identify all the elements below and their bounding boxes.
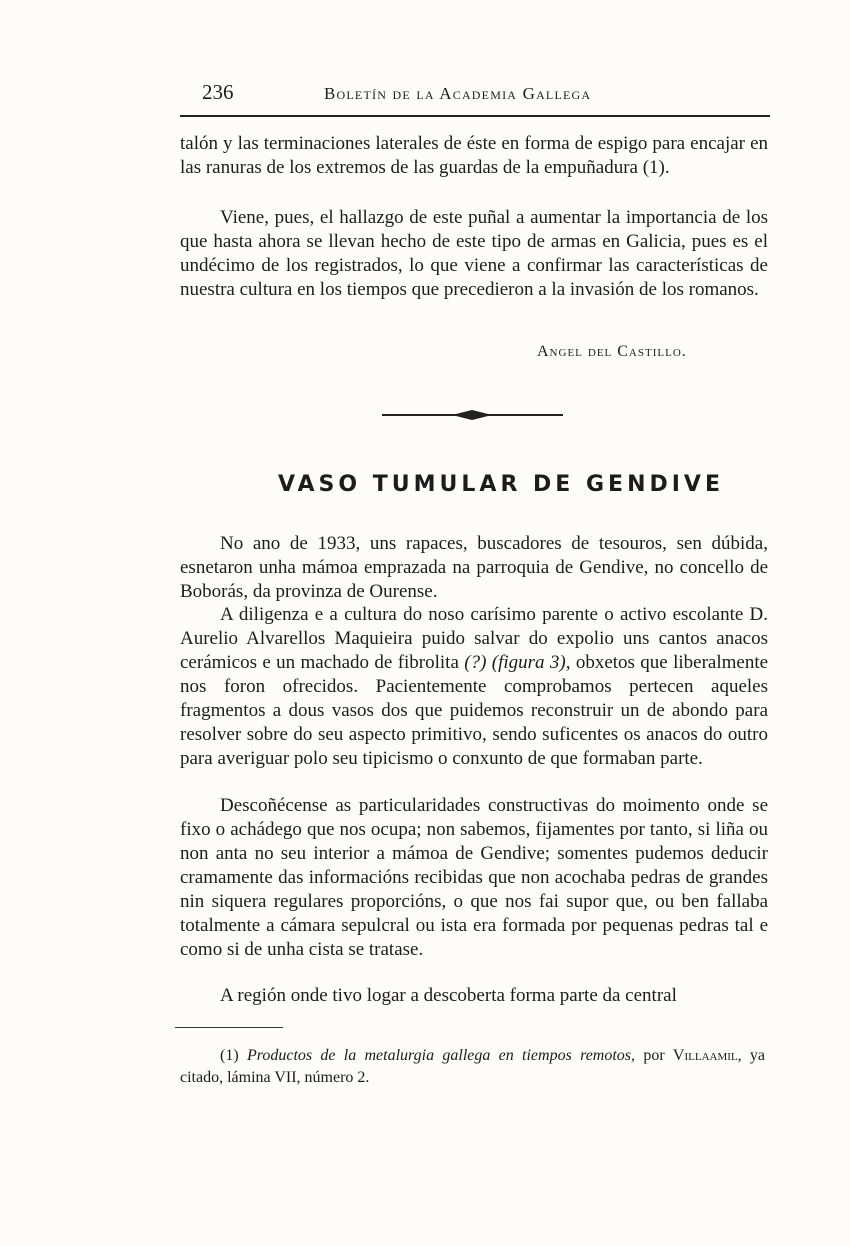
new-article-paragraph-1: No ano de 1933, uns rapaces, buscadores de tesouros, sen dúbida, esnetaron unha mámoa emprazada na parroquia de Gendive, no concello de Boborás, da provinza de Ourense. [180,533,768,602]
new-article-paragraph-4: A región onde tivo logar a descoberta forma parte da central [220,985,677,1006]
figure-reference: (?) (figura 3), [464,652,571,673]
page-header [180,80,770,110]
paragraph-2-start: A diligenza e a cultura do noso carísimo parente o activo escolante D. Aurelio Alvarellos Maquieira puido salvar do expolio uns cantos anacos cerámicos e un machado de fibrolita [180,604,768,673]
footnote-by: por [643,1047,665,1064]
footnote-rest: ya citado, lámina VII, número 2. [180,1047,766,1086]
paragraph-2-end: obxetos que liberalmente nos foron ofrecidos. Pacientemente comprobamos pertecen aqueles fragmentos a dous vasos dos que puidemos reconstruir un de abondo para resolver sobre do seu aspecto primitivo, sendo suficentes os anacos do outro para averiguar polo seu tipicismo o conxunto de que formaban parte. [180,652,769,769]
footnote-marker: (1) [220,1047,239,1064]
footnote-title: Productos de la metalurgia gallega en tiempos remotos, [246,1047,636,1064]
page-number: 236 [202,80,234,104]
section-divider-ornament [380,400,565,430]
footnote [180,1045,765,1089]
new-article-paragraph-3: Descoñécense as particularidades constructivas do moimento onde se fixo o achádego que nos ocupa; non sabemos, fijamentes por tanto, si liña ou non anta no seu interior a mámoa de Gendive; somentes pudemos deducir cramamente das informacións recibidas que non acochaba pedras de grandes nin siquera regulares proporcións, o que nos fai supor que, ou ben fallaba totalmente a cámara sepulcral ou ista era formada por pequenas pedras tal e como si de unha cista se tratase. [180,795,768,960]
header-rule [180,115,770,117]
running-title: Boletín de la Academia Gallega [324,84,592,103]
section-title: VASO TUMULAR DE GENDIVE [278,472,724,497]
footnote-author: Villaamil, [672,1047,742,1064]
article-paragraph-2: Viene, pues, el hallazgo de este puñal a aumentar la importancia de los que hasta ahora se llevan hecho de este tipo de armas en Galicia, pues es el undécimo de los registrados, lo que viene a confirmar las características de nuestra cultura en los tiempos que precedieron a la invasión de los romanos. [180,207,768,300]
article-paragraph-1: talón y las terminaciones laterales de éste en forma de espigo para encajar en las ranuras de los extremos de las guardas de la empuñadura (1). [180,133,768,178]
author-signature: Angel del Castillo. [537,343,687,360]
new-article-paragraph-2 [180,603,768,771]
footnote-rule [175,1027,283,1028]
